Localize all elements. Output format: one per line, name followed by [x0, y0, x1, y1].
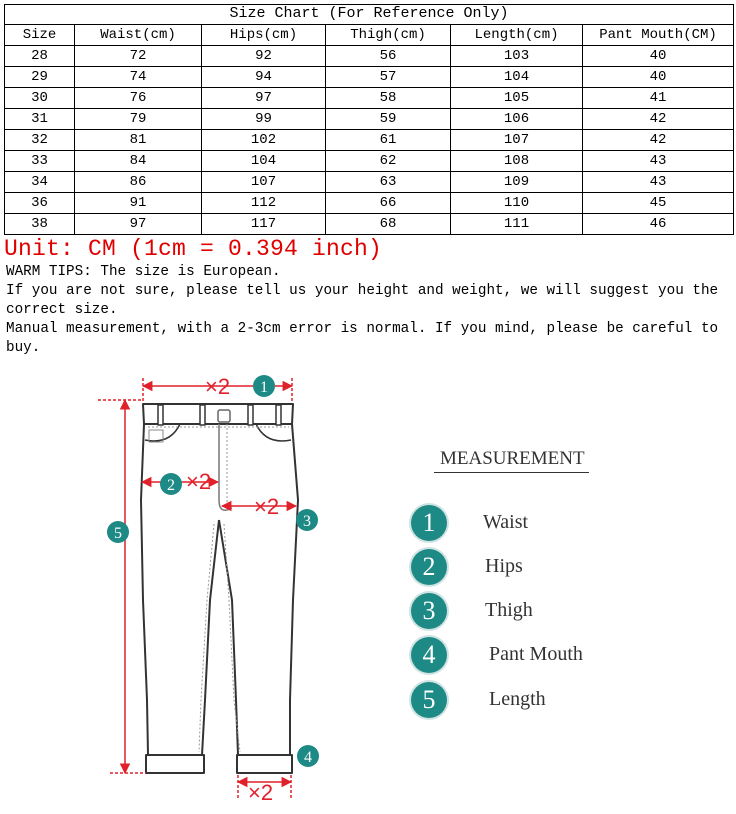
cell-waist: 74 — [75, 67, 202, 88]
cell-waist: 86 — [75, 172, 202, 193]
cell-thigh: 63 — [326, 172, 451, 193]
svg-text:5: 5 — [114, 525, 122, 542]
cell-thigh: 56 — [326, 46, 451, 67]
header-thigh: Thigh(cm) — [326, 25, 451, 46]
table-row — [5, 151, 734, 172]
cell-size: 33 — [5, 151, 75, 172]
cell-size: 29 — [5, 67, 75, 88]
cell-size: 28 — [5, 46, 75, 67]
times2-hips: ×2 — [186, 469, 212, 494]
cell-waist: 72 — [75, 46, 202, 67]
cell-length: 107 — [451, 130, 583, 151]
legend-label: Hips — [485, 555, 523, 577]
cell-pant-mouth: 46 — [583, 214, 734, 235]
header-hips: Hips(cm) — [202, 25, 326, 46]
times2-thigh: ×2 — [254, 494, 280, 519]
cell-pant-mouth: 45 — [583, 193, 734, 214]
cell-waist: 79 — [75, 109, 202, 130]
cell-thigh: 68 — [326, 214, 451, 235]
pants-outline — [141, 404, 298, 773]
cell-thigh: 66 — [326, 193, 451, 214]
table-row — [5, 172, 734, 193]
marker-thigh — [296, 509, 318, 531]
cell-waist: 97 — [75, 214, 202, 235]
cell-thigh: 59 — [326, 109, 451, 130]
legend-number-badge: 5 — [411, 682, 447, 718]
times2-waist: ×2 — [205, 374, 231, 399]
pants-diagram — [0, 360, 736, 814]
cell-waist: 91 — [75, 193, 202, 214]
legend-number-badge: 4 — [411, 637, 447, 673]
tip-error: Manual measurement, with a 2-3cm error is normal. If you mind, please be careful to buy. — [6, 321, 719, 356]
table-header-row — [5, 25, 734, 46]
header-pant-mouth: Pant Mouth(CM) — [583, 25, 734, 46]
cell-hips: 117 — [202, 214, 326, 235]
tips — [6, 263, 730, 358]
marker-mouth — [297, 745, 319, 767]
svg-text:2: 2 — [167, 477, 175, 494]
table-row — [5, 130, 734, 151]
cell-size: 38 — [5, 214, 75, 235]
cell-hips: 94 — [202, 67, 326, 88]
cell-length: 108 — [451, 151, 583, 172]
marker-hips — [160, 473, 182, 495]
cell-size: 36 — [5, 193, 75, 214]
cell-length: 110 — [451, 193, 583, 214]
marker-waist — [253, 375, 275, 397]
cell-thigh: 57 — [326, 67, 451, 88]
cell-length: 109 — [451, 172, 583, 193]
times2-mouth: ×2 — [248, 780, 274, 805]
legend-number-badge: 3 — [411, 593, 447, 629]
legend-label: Length — [489, 688, 546, 710]
table-row — [5, 193, 734, 214]
unit-note: Unit: CM (1cm = 0.394 inch) — [4, 236, 383, 262]
cell-pant-mouth: 41 — [583, 88, 734, 109]
svg-text:1: 1 — [260, 379, 268, 396]
cell-thigh: 58 — [326, 88, 451, 109]
svg-text:3: 3 — [303, 513, 311, 530]
cell-thigh: 62 — [326, 151, 451, 172]
cell-pant-mouth: 42 — [583, 109, 734, 130]
cell-hips: 92 — [202, 46, 326, 67]
legend-number-badge: 2 — [411, 549, 447, 585]
cell-hips: 102 — [202, 130, 326, 151]
header-length: Length(cm) — [451, 25, 583, 46]
svg-text:4: 4 — [304, 749, 312, 766]
cell-size: 31 — [5, 109, 75, 130]
cell-pant-mouth: 40 — [583, 46, 734, 67]
cell-hips: 104 — [202, 151, 326, 172]
tip-warm: WARM TIPS: The size is European. — [6, 264, 281, 280]
header-size: Size — [5, 25, 75, 46]
cell-length: 104 — [451, 67, 583, 88]
cell-hips: 112 — [202, 193, 326, 214]
legend-label: Thigh — [485, 599, 533, 621]
cell-pant-mouth: 42 — [583, 130, 734, 151]
cell-hips: 99 — [202, 109, 326, 130]
table-caption: Size Chart (For Reference Only) — [4, 4, 734, 24]
cell-length: 106 — [451, 109, 583, 130]
cell-waist: 76 — [75, 88, 202, 109]
size-chart — [4, 4, 733, 235]
cell-length: 103 — [451, 46, 583, 67]
cell-thigh: 61 — [326, 130, 451, 151]
cell-size: 30 — [5, 88, 75, 109]
marker-length — [107, 521, 129, 543]
cell-size: 34 — [5, 172, 75, 193]
legend-title: MEASUREMENT — [434, 448, 589, 473]
cell-pant-mouth: 43 — [583, 151, 734, 172]
cell-hips: 107 — [202, 172, 326, 193]
table-row — [5, 109, 734, 130]
cell-pant-mouth: 43 — [583, 172, 734, 193]
measure-arrows — [98, 378, 296, 800]
legend-label: Waist — [483, 511, 529, 533]
cell-hips: 97 — [202, 88, 326, 109]
size-table — [4, 4, 734, 235]
cell-length: 105 — [451, 88, 583, 109]
legend-label: Pant Mouth — [489, 643, 583, 665]
cell-size: 32 — [5, 130, 75, 151]
cell-length: 111 — [451, 214, 583, 235]
header-waist: Waist(cm) — [75, 25, 202, 46]
tip-suggest: If you are not sure, please tell us your height and weight, we will suggest you the correct size. — [6, 283, 719, 318]
table-row — [5, 46, 734, 67]
table-row — [5, 214, 734, 235]
cell-waist: 81 — [75, 130, 202, 151]
table-row — [5, 88, 734, 109]
table-row — [5, 67, 734, 88]
legend-number-badge: 1 — [411, 505, 447, 541]
cell-waist: 84 — [75, 151, 202, 172]
cell-pant-mouth: 40 — [583, 67, 734, 88]
